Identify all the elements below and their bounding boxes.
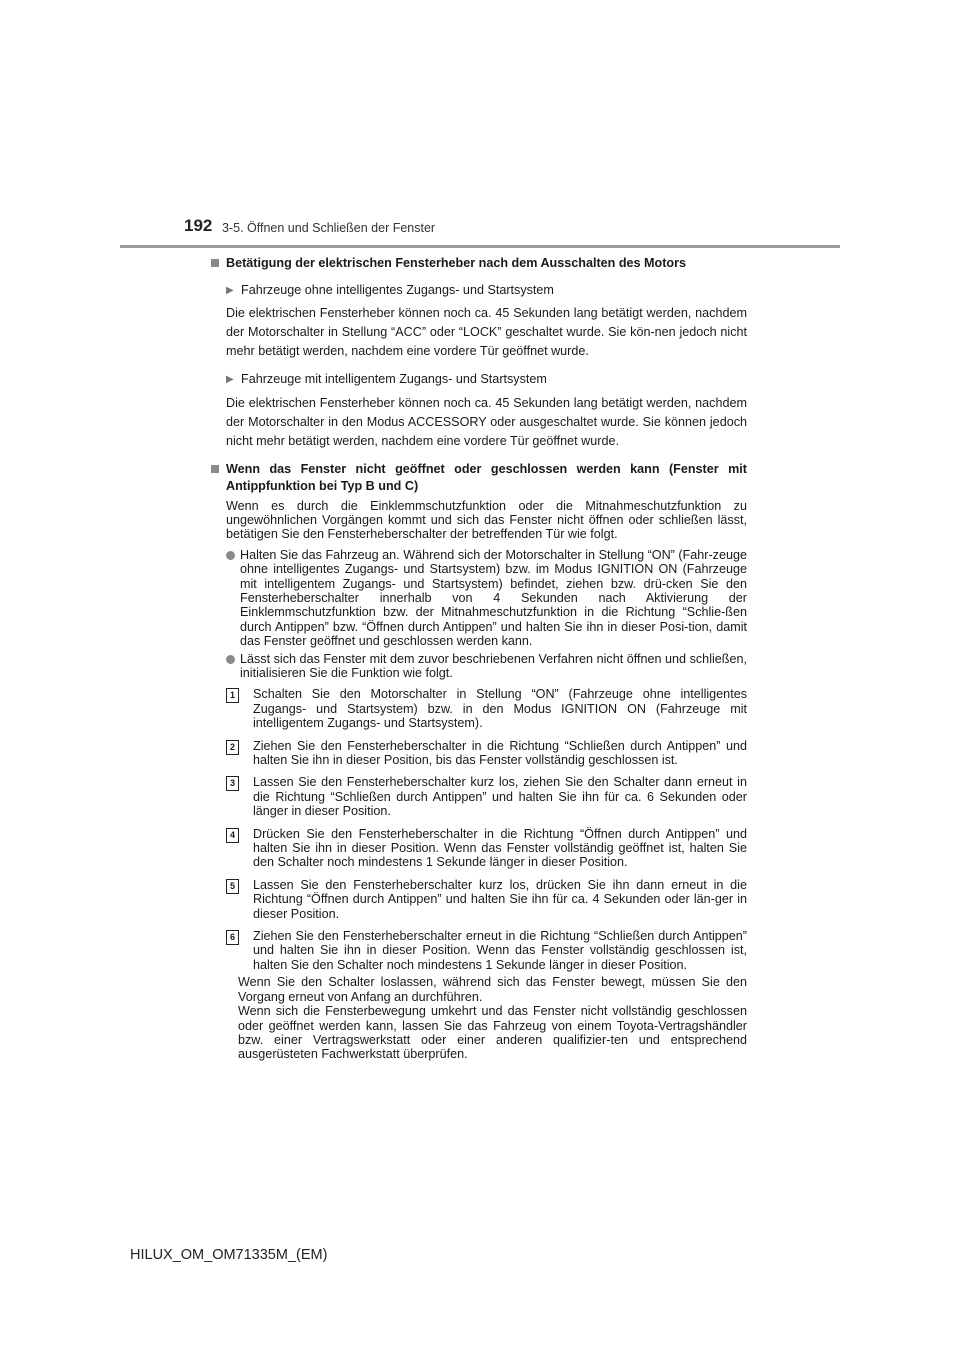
page-content <box>211 255 747 1062</box>
step-item <box>226 775 747 818</box>
square-bullet-icon <box>211 465 219 473</box>
step-text: Drücken Sie den Fensterheberschalter in die Richtung “Öffnen durch Antippen” und halten Sie ihn in dieser Position. Wenn das Fenster vollständig geöffnet ist, halten Sie den Schalter noch mindestens 1 Sekunde länger in dieser Position. <box>253 826 747 870</box>
section-title-text: Betätigung der elektrischen Fensterheber nach dem Ausschalten des Motors <box>226 256 687 270</box>
page-number: 192 <box>184 216 213 235</box>
section-title-window-cannot-open-close <box>211 461 747 494</box>
paragraph-without-smart-entry: Die elektrischen Fensterheber können noch ca. 45 Sekunden lang betätigt werden, nachdem der Motorschalter in Stellung “ACC” oder “LOCK” geschaltet wurde. Sie kön-nen jedoch nicht mehr betätigt werden, nachdem eine vordere Tür geöffnet wurde. <box>226 306 747 359</box>
step-item <box>226 827 747 870</box>
list-item <box>226 652 747 681</box>
paragraph-with-smart-entry: Die elektrischen Fensterheber können noch ca. 45 Sekunden lang betätigt werden, nachdem der Motorschalter in den Modus ACCESSORY oder ausgeschaltet wurde. Sie können jedoch nicht mehr betätigt werden, nachdem eine vordere Tür geöffnet wurde. <box>226 396 747 449</box>
step-number-badge: 5 <box>226 879 239 894</box>
list-item <box>226 548 747 649</box>
intro-paragraph: Wenn es durch die Einklemmschutzfunktion oder die Mitnahmeschutzfunktion zu ungewöhnlichen Vorgängen kommt und sich das Fenster nicht öffnen oder schließen lässt, betätigen Sie den Fensterheberschalter der betreffenden Tür wie folgt. <box>226 498 747 542</box>
subsection-label-without-smart-entry <box>211 282 747 299</box>
step-number-badge: 4 <box>226 828 239 843</box>
step-number-badge: 3 <box>226 776 239 791</box>
section-title-text: Wenn das Fenster nicht geöffnet oder geschlossen werden kann (Fenster mit Antippfunktion bei Typ B und C) <box>226 462 747 493</box>
step-text: Lassen Sie den Fensterheberschalter kurz los, ziehen Sie den Schalter dann erneut in die Richtung “Schließen durch Antippen” und halten Sie ihn für ca. 6 Sekunden oder länger in dieser Position. <box>253 775 747 819</box>
triangle-right-icon: ▶ <box>226 374 234 386</box>
step-number-badge: 1 <box>226 688 239 703</box>
step-number-badge: 6 <box>226 930 239 945</box>
circle-bullet-icon <box>226 655 235 664</box>
bullet-text: Lässt sich das Fenster mit dem zuvor beschriebenen Verfahren nicht öffnen und schließen, initialisieren Sie die Funktion wie folgt. <box>240 651 747 680</box>
square-bullet-icon <box>211 259 219 267</box>
header-rule <box>120 245 840 248</box>
bullet-text: Halten Sie das Fahrzeug an. Während sich der Motorschalter in Stellung “ON” (Fahr-zeuge ohne intelligentes Zugangs- und Startsystem) bzw. im Modus IGNITION ON (Fahrzeuge mit intelligentem Zugangs- und Startsystem) befindet, ziehen bzw. drü-cken Sie den Fensterheberschalter innerhalb von 4 Sekunden nach Aktivierung der Einklemmschutzfunktion bzw. der Mitnahmeschutzfunktion in die Richtung “Schlie-ßen durch Antippen” bzw. “Öffnen durch Antippen” und halten Sie ihn in dieser Posi-tion, damit das Fenster geöffnet und geschlossen werden kann. <box>240 547 747 649</box>
subsection-label-text: Fahrzeuge ohne intelligentes Zugangs- und Startsystem <box>241 282 554 297</box>
step-text: Ziehen Sie den Fensterheberschalter erneut in die Richtung “Schließen durch Antippen” und halten Sie ihn in dieser Position. Wenn das Fenster vollständig geschlossen ist, halten Sie den Schalter noch mindestens 1 Sekunde länger in dieser Position. <box>253 929 747 972</box>
closing-paragraph-restart: Wenn Sie den Schalter loslassen, während sich das Fenster bewegt, müssen Sie den Vorgang erneut von Anfang an durchführen. <box>238 975 747 1004</box>
step-text: Schalten Sie den Motorschalter in Stellung “ON” (Fahrzeuge ohne intelligentes Zugangs- und Startsystem) bzw. in den Modus IGNITION ON (Fahrzeuge mit intelligentem Zugangs- und Startsystem). <box>253 687 747 731</box>
triangle-right-icon: ▶ <box>226 284 234 296</box>
subsection-label-text: Fahrzeuge mit intelligentem Zugangs- und Startsystem <box>241 372 547 387</box>
step-number-badge: 2 <box>226 740 239 755</box>
step-item <box>226 929 747 972</box>
section-title-power-windows-after-engine-off <box>211 255 747 272</box>
step-item <box>226 739 747 768</box>
subsection-label-with-smart-entry <box>211 371 747 388</box>
document-code: HILUX_OM_OM71335M_(EM) <box>130 1247 328 1263</box>
step-item <box>226 687 747 730</box>
step-item <box>226 878 747 921</box>
closing-paragraph-dealer: Wenn sich die Fensterbewegung umkehrt und das Fenster nicht vollständig geschlossen oder geöffnet werden kann, lassen Sie das Fahrzeug von einem Toyota-Vertragshändler bzw. einer Vertragswerkstatt oder einer anderen qualifizier-ten und entsprechend ausgerüsteten Fachwerkstatt überprüfen. <box>238 1004 747 1062</box>
chapter-title: 3-5. Öffnen und Schließen der Fenster <box>222 221 436 235</box>
step-text: Lassen Sie den Fensterheberschalter kurz los, drücken Sie ihn dann erneut in die Richtung “Öffnen durch Antippen” und halten Sie ihn für ca. 4 Sekunden oder län-ger in dieser Position. <box>253 877 747 921</box>
step-text: Ziehen Sie den Fensterheberschalter in die Richtung “Schließen durch Antippen” und halten Sie ihn in dieser Position, bis das Fenster vollständig geschlossen ist. <box>253 738 747 768</box>
circle-bullet-icon <box>226 551 235 560</box>
